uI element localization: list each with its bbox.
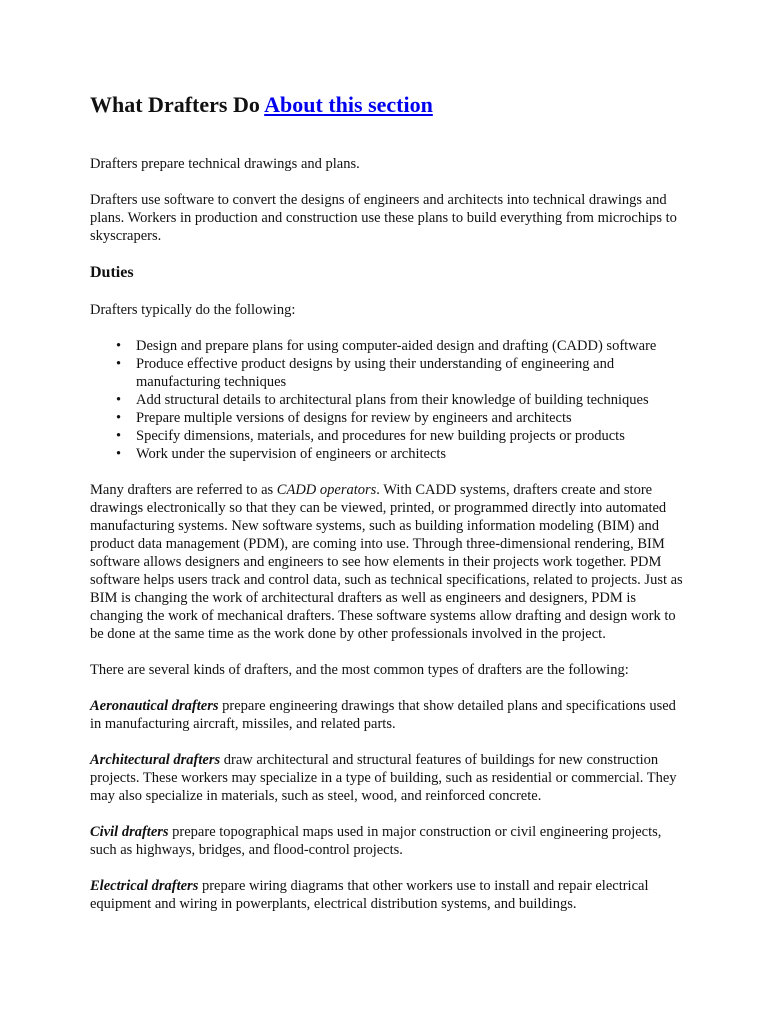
page-title	[90, 90, 688, 120]
kind-paragraph-architectural	[90, 751, 688, 805]
page-title-text: What Drafters Do	[90, 92, 260, 117]
kind-term: Architectural drafters	[90, 752, 221, 768]
kind-paragraph-aeronautical	[90, 697, 688, 733]
intro-description: Drafters use software to convert the designs of engineers and architects into technical drawings and plans. Workers in production and construction use these plans to build everything from microchips to skyscrapers.	[90, 192, 677, 244]
cadd-pre: Many drafters are referred to as	[90, 482, 277, 498]
duty-item: • Design and prepare plans for using computer-aided design and drafting (CADD) software	[136, 337, 688, 355]
duty-item: • Prepare multiple versions of designs for review by engineers and architects	[136, 409, 688, 427]
duties-lead: Drafters typically do the following:	[90, 302, 296, 318]
kind-paragraph-electrical	[90, 877, 688, 913]
intro-summary: Drafters prepare technical drawings and plans.	[90, 156, 360, 172]
duty-item: • Add structural details to architectural plans from their knowledge of building techniques	[136, 391, 688, 409]
cadd-post: . With CADD systems, drafters create and store drawings electronically so that they can be viewed, printed, or programmed directly into automated manufacturing systems. New software systems, such as building information modeling (BIM) and product data management (PDM), are coming into use. Through three-dimensional rendering, BIM software allows designers and engineers to see how elements in their projects work together. PDM software helps users track and control data, such as technical specifications, related to projects. Just as BIM is changing the work of architectural drafters as well as engineers and designers, PDM is changing the work of mechanical drafters. These software systems allow drafting and design work to be done at the same time as the work done by other professionals involved in the project.	[90, 482, 683, 642]
duty-item: • Produce effective product designs by using their understanding of engineering and manufacturing techniques	[136, 355, 688, 391]
kind-term: Civil drafters	[90, 824, 169, 840]
duties-list	[90, 337, 688, 463]
cadd-term: CADD operators	[276, 482, 377, 498]
kind-term: Aeronautical drafters	[90, 698, 219, 714]
kind-text: prepare engineering drawings that show detailed plans and specifications used in manufacturing aircraft, missiles, and related parts.	[90, 698, 676, 732]
kind-paragraph-civil	[90, 823, 688, 859]
kind-term: Electrical drafters	[90, 878, 199, 894]
kind-text: prepare topographical maps used in major construction or civil engineering projects, such as highways, bridges, and flood-control projects.	[90, 824, 662, 858]
kind-text: draw architectural and structural features of buildings for new construction projects. These workers may specialize in a type of building, such as residential or commercial. They may also specialize in materials, such as steel, wood, and reinforced concrete.	[90, 752, 677, 804]
duty-item: • Work under the supervision of engineers or architects	[136, 445, 688, 463]
kind-text: prepare wiring diagrams that other workers use to install and repair electrical equipment and wiring in powerplants, electrical distribution systems, and buildings.	[90, 878, 649, 912]
about-section-link[interactable]: About this section	[264, 92, 433, 117]
kinds-intro: There are several kinds of drafters, and the most common types of drafters are the following:	[90, 662, 629, 678]
duties-heading: Duties	[90, 264, 134, 281]
duty-item: • Specify dimensions, materials, and procedures for new building projects or products	[136, 427, 688, 445]
cadd-paragraph	[90, 481, 688, 643]
